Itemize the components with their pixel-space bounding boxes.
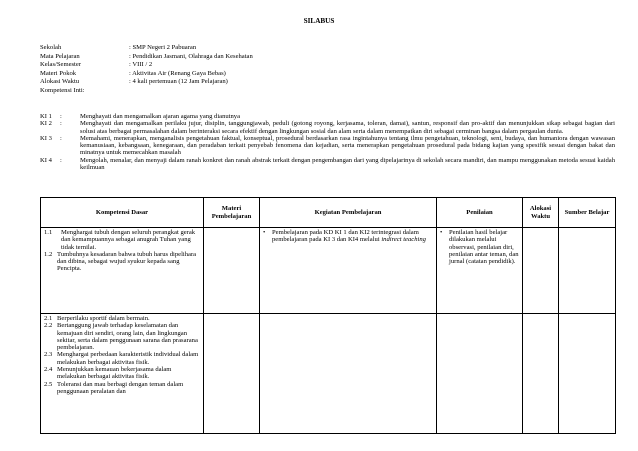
meta-key: Materi Pokok (40, 69, 77, 77)
sumber-cell (559, 228, 616, 314)
penilaian-item (440, 229, 519, 265)
kd-text: Menghargai tubuh dengan seluruh perangkat gerak dan kemampuannya sebagai anugrah Tuhan yang tidak ternilai. (61, 229, 196, 251)
meta-key: Kompetensi Inti: (40, 86, 85, 94)
kegiatan-text-wrap (272, 229, 433, 244)
materi-cell (204, 314, 260, 434)
alokasi-cell (523, 228, 559, 314)
kd-text: Bertanggung jawab terhadap keselamatan dan kemajuan diri sendiri, orang lain, dan lingkungan sekitar, serta dalam penggunaan sarana dan prasarana pembelajaran. (57, 322, 198, 352)
kd-number: 2.1 (44, 315, 53, 322)
header-kegiatan-pembelajaran: Kegiatan Pembelajaran (260, 198, 437, 228)
meta-row-alokasi-waktu (40, 78, 253, 87)
meta-row-kelas-semester (40, 61, 253, 70)
header-sumber-belajar: Sumber Belajar (559, 198, 616, 228)
ki-text: Memahami, menerapkan, menganalisis pengetahuan faktual, konseptual, prosedural berdasarkan rasa ingintahunya tentang ilmu pengetahuan, teknologi, seni, budaya, dan humaniora dengan wawasan kemanusiaan, kebangsaan, kenegaraan, dan peradaban terkait penyebab fenomena dan kejadian, serta menerapkan pengetahuan prosedural pada bidang kajian yang spesifik sesuai dengan bakat dan minatnya untuk memecahkan masalah (80, 134, 615, 157)
meta-row-mata-pelajaran (40, 53, 253, 62)
kompetensi-dasar-cell (41, 314, 204, 434)
ki-item (40, 135, 615, 157)
kd-number: 2.2 (44, 322, 53, 330)
materi-cell (204, 228, 260, 314)
ki-colon: : (60, 156, 62, 164)
penilaian-text: Penilaian hasil belajar dilakukan melalui observasi, penilaian diri, penilaian antar teman, dan jurnal (catatan pendidik). (449, 229, 519, 266)
header-alokasi-waktu: Alokasi Waktu (523, 198, 559, 228)
meta-value: : 4 kali pertemuan (12 Jam Pelajaran) (129, 78, 228, 86)
kd-text: Berperilaku sportif dalam bermain. (57, 315, 150, 322)
ki-text: Mengolah, menalar, dan menyaji dalam ranah konkret dan ranah abstrak terkait dengan pengembangan dari yang dipelajarinya di sekolah secara mandiri, dan mampu menggunakan metoda sesuai kaidah keilmuan (80, 156, 615, 172)
ki-code: KI 1 (40, 113, 52, 120)
kd-number: 2.3 (44, 351, 53, 359)
header-kompetensi-dasar: Kompetensi Dasar (41, 198, 204, 228)
table-row (41, 314, 616, 434)
ki-colon: : (60, 120, 62, 128)
meta-key: Sekolah (40, 44, 62, 51)
penilaian-cell (437, 228, 523, 314)
kd-number: 2.4 (44, 366, 53, 374)
alokasi-cell (523, 314, 559, 434)
header-materi-pembelajaran: Materi Pembelajaran (204, 198, 260, 228)
penilaian-cell (437, 314, 523, 434)
kd-text: Toleransi dan mau berbagi dengan teman dalam penggunaan peralatan dan (57, 380, 184, 395)
ki-item (40, 120, 615, 135)
meta-row-materi-pokok (40, 70, 253, 79)
kompetensi-inti-list (40, 113, 615, 171)
meta-value: : Pendidikan Jasmani, Olahraga dan Kesehatan (129, 52, 253, 60)
meta-key: Kelas/Semester (40, 61, 82, 69)
kd-number: 1.1 (44, 229, 53, 236)
ki-item (40, 113, 615, 120)
header-penilaian: Penilaian (437, 198, 523, 228)
syllabus-table (40, 197, 616, 434)
kd-number: 1.2 (44, 250, 53, 258)
kegiatan-italic-text: indirect teaching (381, 236, 426, 244)
kd-item (44, 315, 200, 322)
ki-code: KI 3 (40, 134, 52, 142)
kd-item (44, 351, 200, 366)
ki-item (40, 157, 615, 172)
ki-code: KI 2 (40, 120, 52, 128)
meta-value: : SMP Negeri 2 Pabuaran (129, 44, 197, 51)
ki-text: Menghayati dan mengamalkan perilaku jujur, disiplin, tanggungjawab, peduli (gotong royong, kerjasama, toleran, damai), santun, responsif dan pro-aktif dan menunjukkan sikap sebagai bagian dari solusi atas berbagai permasalahan dalam berinteraksi secara efektif dengan lingkungan sosial dan alam serta dalam menempatkan diri sebagai cerminan bangsa dalam pergaulan dunia. (80, 120, 615, 135)
kd-text: Tumbuhnya kesadaran bahwa tubuh harus dipelihara dan dibina, sebagai wujud syukur kepada sang Pencipta. (57, 250, 197, 273)
meta-row-sekolah (40, 44, 253, 53)
table-row (41, 228, 616, 314)
sumber-cell (559, 314, 616, 434)
document-title: SILABUS (303, 17, 335, 25)
meta-key: Alokasi Waktu (40, 78, 80, 86)
table-header-row (41, 198, 616, 228)
kegiatan-item (263, 229, 433, 244)
bullet-icon: • (263, 229, 266, 236)
kegiatan-cell (260, 228, 437, 314)
kd-item (44, 381, 200, 396)
kd-text: Menghargai perbedaan karakteristik individual dalam melakukan berbagai aktivitas fisik. (57, 351, 199, 366)
kegiatan-text: Pembelajaran pada KD KI 1 dan KI2 terintegrasi dalam pembelajaran pada KI 3 dan KI4 melalui (272, 229, 419, 244)
ki-colon: : (60, 113, 62, 120)
bullet-icon: • (440, 229, 443, 236)
kd-item (44, 322, 200, 351)
kompetensi-dasar-cell (41, 228, 204, 314)
ki-text: Menghayati dan mengamalkan ajaran agama yang dianutnya (80, 113, 241, 120)
kd-item (44, 229, 200, 251)
ki-colon: : (60, 134, 62, 142)
ki-code: KI 4 (40, 156, 52, 164)
meta-value: : Aktivitas Air (Renang Gaya Bebas) (129, 69, 226, 77)
kd-text: Menunjukkan kemauan bekerjasama dalam melakukan berbagai aktivitas fisik. (57, 366, 172, 381)
meta-key: Mata Pelajaran (40, 52, 80, 60)
kegiatan-cell (260, 314, 437, 434)
identity-block (40, 44, 253, 96)
meta-row-kompetensi-inti (40, 87, 253, 96)
kd-item (44, 251, 200, 273)
kd-item (44, 366, 200, 381)
meta-value: : VIII / 2 (129, 61, 153, 69)
kd-number: 2.5 (44, 380, 53, 388)
